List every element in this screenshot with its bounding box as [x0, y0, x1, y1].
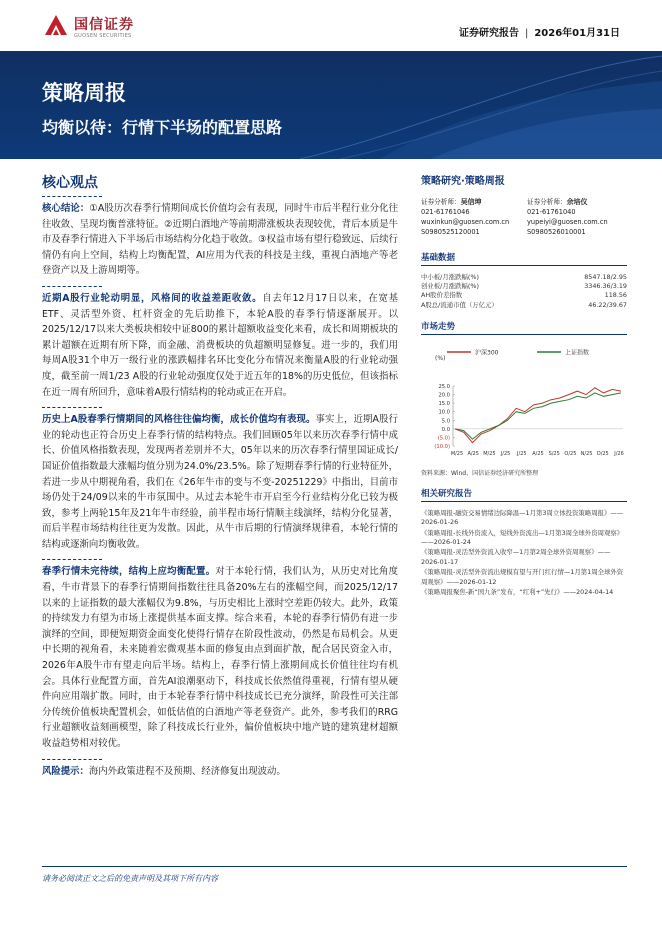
footer-divider [42, 866, 627, 867]
paragraph-core-conclusion [42, 201, 398, 279]
paragraph-body: 事实上，近期A股行业的轮动也正符合历史上春季行情的结构特点。我们回顾05年以来历次春季行情中成长、价值风格指数表现，发现两者差别并不大，05年以来的历次春季行情里国证成长/国证价值指数最大涨幅均值分别为24.0%/23.5%。除了短期春季行情的行业特征外，若进一步从中期视角看，我们在《26年牛市的变与不变-20251229》中指出，目前市场仍处于24/09以来的牛市氛围中。从过去本轮牛市开启至今行业结构分化已较为极致，参考上两轮15年及21年牛市经验，前半程市场行情顺主线演绎，结构分化显著，而后半程市场结构往往更为发散。因此，从牛市后期的行情演绎规律看，本轮行情的结构或逐渐向均衡收敛。 [42, 414, 398, 550]
paragraph-lead: 近期A股行业轮动明显，风格间的收益差距收敛。 [42, 292, 263, 304]
series-line [455, 388, 621, 443]
analyst-name: 吴信坤 [460, 198, 482, 206]
related-report-link[interactable]: 《策略周报-融资交易情绪边际降温—1月第3周立体投资策略周报》——2026-01-26 [421, 508, 624, 527]
stat-label: 中小板/月涨跌幅(%) [421, 273, 479, 281]
x-tick-label: M/25 [450, 450, 464, 457]
paragraph-body: ①A股历次春季行情期间成长价值均会有表现，同时牛市后半程行业分化往往收敛、呈现均衡普涨特征。②近期白酒地产等前期滞涨板块表现较优，背后本质是牛市及春季行情进入下半场后市场结构分化趋于收敛。③权益市场有望行稳致远、后续行情仍有向上空间，结构上均衡配置，AI应用为代表的科技是主线，重视白酒地产等老登资产以及上游周期等。 [42, 203, 398, 277]
report-date: 2026年01月31日 [534, 28, 620, 39]
paragraph-block [42, 564, 398, 751]
page-header [0, 0, 662, 50]
report-type: 证券研究报告 [458, 28, 519, 39]
paragraph-historical-style [42, 412, 398, 552]
y-tick-label: (10.0) [434, 443, 450, 450]
report-type-and-date [459, 24, 620, 39]
paragraph-lead: 历史上A股春季行情期间的风格往往偏均衡，成长价值均有表现。 [42, 414, 316, 426]
x-tick-label: J/25 [517, 450, 527, 457]
legend-label: 上证指数 [565, 349, 590, 357]
analyst-email[interactable]: yupeiyi@guosen.com.cn [527, 218, 608, 226]
y-tick-label: 20.0 [438, 392, 450, 399]
y-tick-label: 15.0 [438, 400, 450, 407]
paragraph-block [42, 291, 398, 400]
core-views-heading: 核心观点 [42, 175, 98, 191]
title-banner [0, 51, 662, 159]
stat-value: 118.56 [604, 291, 627, 300]
related-report-list [421, 509, 627, 598]
report-subtitle: 均衡以待：行情下半场的配置思路 [42, 118, 283, 137]
y-tick-label: 25.0 [438, 383, 450, 390]
x-tick-label: A/25 [532, 450, 544, 457]
stat-value: 3346.36/3.19 [584, 282, 627, 291]
paragraph-body: 对于本轮行情，我们认为，从历史对比角度看，牛市背景下的春季行情期间指数往往具备20%左右的涨幅空间，而2025/12/17以来的上证指数的最大涨幅仅为9.8%，与历史相比上涨时空差距仍较大。此外，政策的持续发力有望为市场上涨提供基本面支撑。综合来看，本轮的春季行情仍有进一步演绎的空间，即便短期资金面变化使得行情存在阶段性波动，仍然是布局机会。从更中长期的视角看，未来随着宏微观基本面的修复由点到面扩散，配合居民资金入市，2026年A股牛市有望走向后半场。结构上，春季行情上涨期间成长价值往往均有机会。具体行业配置方面，首先AI浪潮驱动下，科技成长依然值得重视，行情有望从硬件向应用端扩散。同时，由于本轮春季行情中科技成长已充分演绎，阶段性可关注部分传统价值板块配置机会，如低估值的白酒地产等老登资产。此外，参考我们的RRG行业超额收益刻画模型，除了科技成长行业外，偏价值板块中地产链的建筑建材超额收益趋势相对较优。 [42, 566, 398, 749]
header-divider: | [524, 28, 529, 39]
company-logo [42, 13, 162, 43]
y-tick-label: 0.0 [441, 426, 450, 433]
analyst-phone: 021-61761040 [527, 208, 576, 216]
paragraph-lead: 风险提示： [42, 765, 89, 777]
analyst-card [421, 197, 521, 237]
analyst-card [527, 197, 627, 237]
brand-name-cn: 国信证券 [74, 17, 134, 33]
main-content [42, 172, 398, 791]
analyst-name: 余培仪 [566, 198, 588, 206]
basic-data-table [421, 273, 627, 310]
x-tick-label: D/25 [596, 450, 609, 457]
report-title: 策略周报 [42, 81, 126, 105]
analyst-email[interactable]: wuxinkun@guosen.com.cn [421, 218, 510, 226]
paragraph-body: 自去年12月17日以来，在宽基ETF、灵活型外资、杠杆资金的先后助推下，本轮A股的春季行情逐渐展开。以2025/12/17以来大类板块相较中证800的累计超额收益变化来看，成长和周期板块的累计超额在近期有所下降，而金融、消费板块的负超额明显修复。进一步的，我们用每周A股31个申万一级行业的涨跌幅排名环比变化分布情况来衡量A股的行业轮动强度，截至前一周1/23 A股的行业轮动强度仅处于近五年的18%的历史低位，但该指标在近一周有所回升，意味着A股行情结构的轮动或正在开启。 [42, 292, 398, 398]
footer-disclaimer: 请务必阅读正文之后的免责声明及其项下所有内容 [42, 874, 218, 883]
market-trend-chart [421, 342, 627, 462]
y-tick-label: 5.0 [441, 418, 450, 425]
analyst-cert: S0980526010001 [527, 228, 586, 236]
related-report-link[interactable]: 《策略周报-灵活型外资流入收窄—1月第2周全球外资周观察》——2026-01-17 [421, 548, 611, 566]
paragraph-block [42, 764, 398, 780]
paragraph-spring-rally [42, 564, 398, 751]
analyst-list [421, 197, 627, 237]
stat-row [421, 291, 627, 300]
analyst-label: 证券分析师： [421, 198, 461, 206]
y-tick-label: (5.0) [437, 435, 450, 442]
analyst-phone: 021-61761046 [421, 208, 470, 216]
related-report-link[interactable]: 《策略周报-灵活型外资流出规模有望与开门红行情—1月第1周全球外资周观察》——2026-01-12 [421, 568, 624, 586]
stat-label: AH股价差指数 [421, 291, 463, 300]
market-trend-heading: 市场走势 [421, 320, 627, 335]
x-tick-label: N/25 [580, 450, 593, 457]
series-line [455, 393, 621, 439]
brand-name-en: GUOSEN SECURITIES [74, 33, 132, 39]
x-tick-label: S/25 [548, 450, 560, 457]
stat-row [421, 301, 627, 310]
stat-label: 创业板/月涨跌幅(%) [421, 282, 479, 291]
x-tick-label: O/25 [564, 450, 577, 457]
paragraph-risk-warning [42, 764, 398, 780]
market-trend-svg [421, 342, 627, 462]
x-tick-label: A/25 [467, 450, 479, 457]
analyst-label: 证券分析师： [527, 198, 567, 206]
related-report-link[interactable]: 《策略周报聚焦-新“国九条”发布，“红利+”先行》——2024-04-14 [421, 588, 614, 597]
sidebar [421, 172, 627, 598]
stat-value: 8547.18/2.95 [584, 273, 627, 281]
related-report-link[interactable]: 《策略周报-长线外资流入，短线外资流出—1月第3周全球外资周观察》——2026-01-24 [421, 528, 624, 547]
paragraph-body: 海内外政策进程不及预期、经济修复出现波动。 [88, 765, 286, 777]
paragraph-lead: 春季行情未完待续，结构上应均衡配置。 [42, 566, 216, 578]
legend-label: 沪深300 [475, 349, 499, 357]
paragraph-sector-rotation [42, 291, 398, 400]
stat-row [421, 273, 627, 282]
analyst-cert: S0980525120001 [421, 228, 480, 236]
paragraph-lead: 核心结论： [42, 203, 90, 214]
x-tick-label: M/25 [483, 450, 496, 457]
paragraph-block [42, 201, 398, 279]
related-reports-heading: 相关研究报告 [421, 487, 627, 502]
x-tick-label: J/26 [614, 450, 624, 457]
y-unit-label: (%) [435, 354, 446, 362]
basic-data-heading: 基础数据 [421, 251, 627, 266]
y-tick-label: 10.0 [438, 409, 450, 416]
sidebar-heading: 策略研究·策略周报 [421, 176, 505, 187]
stat-value: 46.22/39.67 [588, 300, 627, 309]
guosen-logo-icon [42, 13, 70, 39]
chart-source: 资料来源：Wind、国信证券经济研究所整理 [421, 469, 539, 477]
x-tick-label: J/25 [500, 450, 511, 457]
paragraph-block [42, 412, 398, 552]
stat-label: A股总/流通市值（万亿元） [421, 300, 498, 309]
